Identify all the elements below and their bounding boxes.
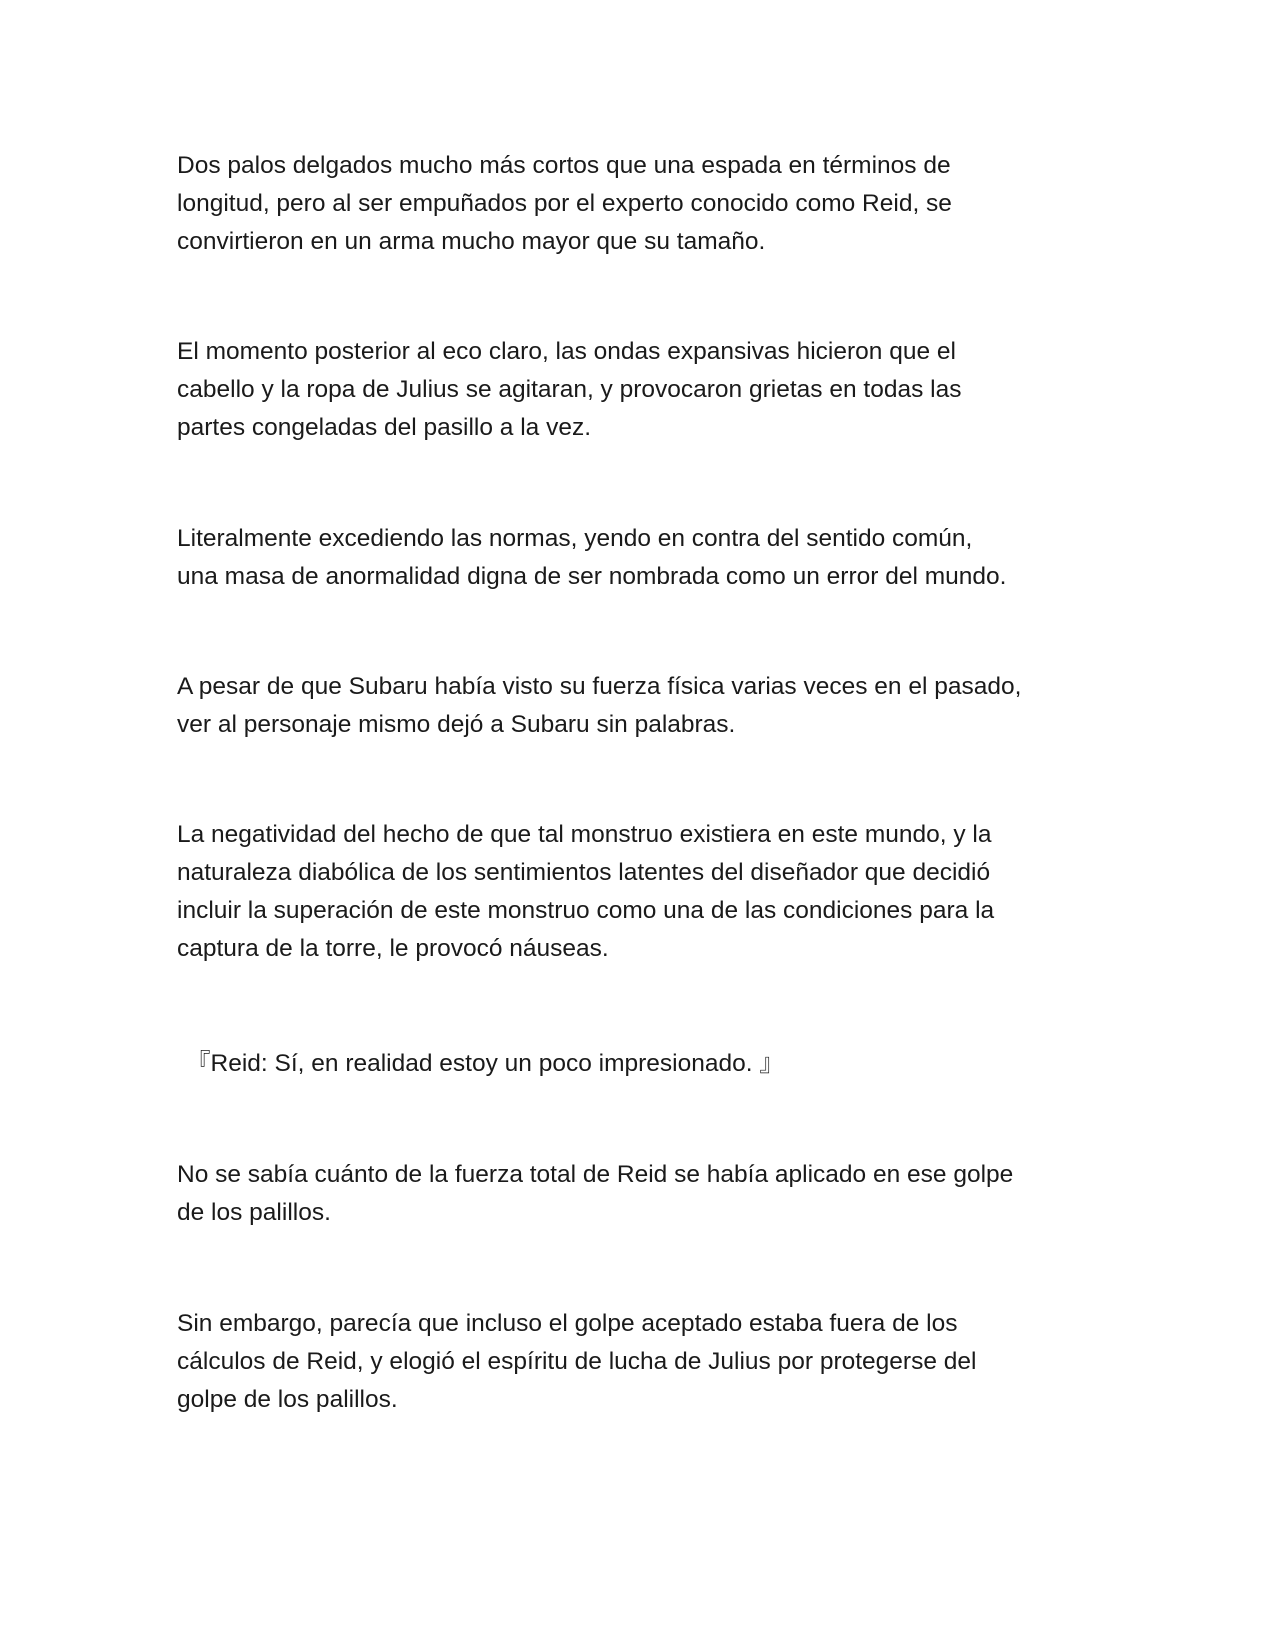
paragraph-8: Sin embargo, parecía que incluso el golpe aceptado estaba fuera de los cálculos de Reid, y elogió el espíritu de lucha de Julius por protegerse del golpe de los palillos. bbox=[177, 1310, 977, 1413]
dialogue-line: 『Reid: Sí, en realidad estoy un poco impresionado. 』 bbox=[186, 1050, 784, 1077]
paragraph-7: No se sabía cuánto de la fuerza total de Reid se había aplicado en ese golpe de los palillos. bbox=[177, 1161, 1014, 1226]
paragraph-5: La negatividad del hecho de que tal monstruo existiera en este mundo, y la naturaleza diabólica de los sentimientos latentes del diseñador que decidió incluir la superación de este monstruo como una de las condiciones para la captura de la torre, le provocó náuseas. bbox=[177, 821, 995, 962]
paragraph-1: Dos palos delgados mucho más cortos que una espada en términos de longitud, pero al ser empuñados por el experto conocido como Reid, se convirtieron en un arma mucho mayor que su tamaño. bbox=[177, 152, 952, 255]
paragraph-2: El momento posterior al eco claro, las ondas expansivas hicieron que el cabello y la ropa de Julius se agitaran, y provocaron grietas en todas las partes congeladas del pasillo a la vez. bbox=[177, 338, 962, 441]
paragraph-4: A pesar de que Subaru había visto su fuerza física varias veces en el pasado, ver al personaje mismo dejó a Subaru sin palabras. bbox=[177, 673, 1022, 738]
paragraph-3: Literalmente excediendo las normas, yendo en contra del sentido común, una masa de anormalidad digna de ser nombrada como un error del mundo. bbox=[177, 525, 1007, 590]
